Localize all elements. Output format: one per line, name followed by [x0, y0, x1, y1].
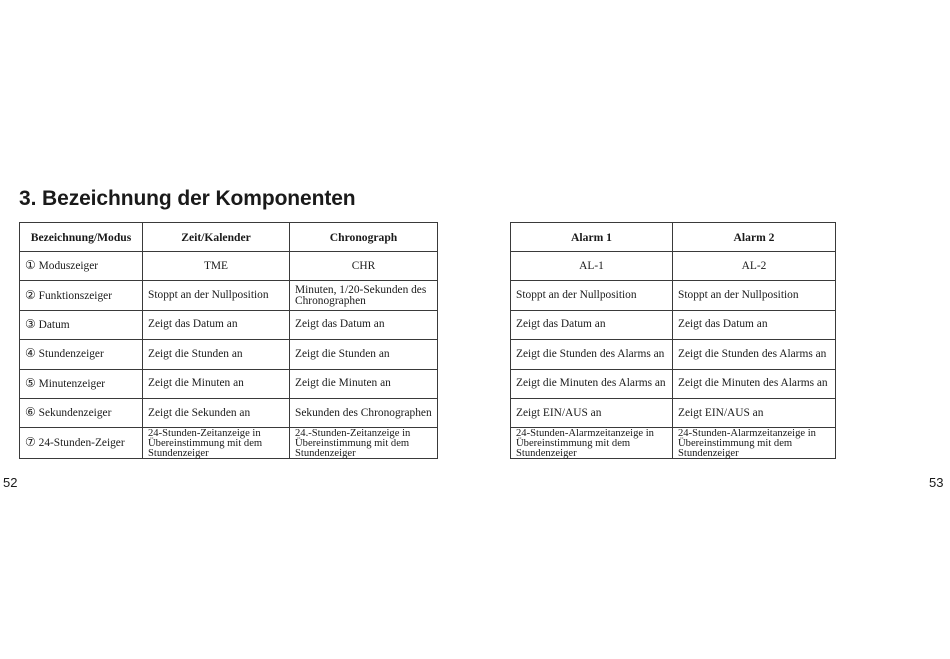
- alarm-1-cell: AL-1: [511, 252, 673, 281]
- components-table-left: [19, 222, 438, 459]
- component-name: Moduszeiger: [38, 260, 99, 273]
- table-row: [20, 398, 438, 427]
- chronograph-cell: Zeigt die Stunden an: [290, 340, 438, 369]
- component-name: 24-Stunden-Zeiger: [38, 437, 125, 450]
- table-row: [20, 252, 438, 281]
- chronograph-cell: 24.-Stunden-Zeitanzeige in Übereinstimmung mit dem Stundenzeiger: [290, 428, 438, 459]
- component-name-cell: [20, 310, 143, 339]
- alarm-1-cell: Zeigt die Minuten des Alarms an: [511, 369, 673, 398]
- circled-number: ⑦: [25, 435, 36, 450]
- alarm-2-cell: Zeigt das Datum an: [673, 310, 836, 339]
- time-calendar-cell: Zeigt das Datum an: [143, 310, 290, 339]
- alarm-2-cell: 24-Stunden-Alarmzeitanzeige in Übereinstimmung mit dem Stundenzeiger: [673, 428, 836, 459]
- component-name: Stundenzeiger: [38, 348, 104, 361]
- table-row: [511, 398, 836, 427]
- table-row: [511, 310, 836, 339]
- time-calendar-cell: 24-Stunden-Zeitanzeige in Übereinstimmung mit dem Stundenzeiger: [143, 428, 290, 459]
- chronograph-cell: Zeigt das Datum an: [290, 310, 438, 339]
- header-alarm-2: Alarm 2: [673, 223, 836, 252]
- component-name: Sekundenzeiger: [38, 407, 112, 420]
- circled-number: ④: [25, 346, 36, 361]
- circled-number: ③: [25, 316, 36, 331]
- alarm-1-cell: Stoppt an der Nullposition: [511, 281, 673, 310]
- table-row: [20, 340, 438, 369]
- table-row: [20, 310, 438, 339]
- component-name: Minutenzeiger: [38, 377, 106, 390]
- component-name: Funktionszeiger: [38, 289, 113, 302]
- table-row: [511, 281, 836, 310]
- time-calendar-cell: TME: [143, 252, 290, 281]
- circled-number: ⑤: [25, 375, 36, 390]
- component-name-cell: [20, 281, 143, 310]
- alarm-2-cell: Stoppt an der Nullposition: [673, 281, 836, 310]
- chronograph-cell: Sekunden des Chronographen: [290, 398, 438, 427]
- alarm-2-cell: AL-2: [673, 252, 836, 281]
- time-calendar-cell: Stoppt an der Nullposition: [143, 281, 290, 310]
- component-name-cell: [20, 252, 143, 281]
- circled-number: ⑥: [25, 405, 36, 420]
- table-header-row: [20, 223, 438, 252]
- alarm-1-cell: 24-Stunden-Alarmzeitanzeige in Übereinstimmung mit dem Stundenzeiger: [511, 428, 673, 459]
- component-name-cell: [20, 398, 143, 427]
- page-number-left: 52: [3, 475, 18, 490]
- alarm-1-cell: Zeigt das Datum an: [511, 310, 673, 339]
- table-row: [20, 281, 438, 310]
- circled-number: ②: [25, 287, 36, 302]
- page-number-right: 53: [929, 475, 944, 490]
- chronograph-cell: Zeigt die Minuten an: [290, 369, 438, 398]
- time-calendar-cell: Zeigt die Minuten an: [143, 369, 290, 398]
- header-time-calendar: Zeit/Kalender: [143, 223, 290, 252]
- table-header-row: [511, 223, 836, 252]
- chronograph-cell: Minuten, 1/20-Sekunden des Chronographen: [290, 281, 438, 310]
- circled-number: ①: [25, 258, 36, 273]
- header-alarm-1: Alarm 1: [511, 223, 673, 252]
- component-name-cell: [20, 369, 143, 398]
- components-table-right: [510, 222, 836, 459]
- component-name: Datum: [38, 318, 70, 331]
- header-name-mode: Bezeichnung/Modus: [20, 223, 143, 252]
- table-row: [511, 428, 836, 459]
- chronograph-cell: CHR: [290, 252, 438, 281]
- component-name-cell: [20, 428, 143, 459]
- table-row: [20, 428, 438, 459]
- alarm-2-cell: Zeigt die Stunden des Alarms an: [673, 340, 836, 369]
- alarm-1-cell: Zeigt die Stunden des Alarms an: [511, 340, 673, 369]
- table-row: [511, 340, 836, 369]
- alarm-2-cell: Zeigt die Minuten des Alarms an: [673, 369, 836, 398]
- component-name-cell: [20, 340, 143, 369]
- table-row: [511, 369, 836, 398]
- alarm-2-cell: Zeigt EIN/AUS an: [673, 398, 836, 427]
- header-chronograph: Chronograph: [290, 223, 438, 252]
- table-row: [20, 369, 438, 398]
- time-calendar-cell: Zeigt die Stunden an: [143, 340, 290, 369]
- table-row: [511, 252, 836, 281]
- alarm-1-cell: Zeigt EIN/AUS an: [511, 398, 673, 427]
- time-calendar-cell: Zeigt die Sekunden an: [143, 398, 290, 427]
- section-heading: 3. Bezeichnung der Komponenten: [19, 187, 356, 210]
